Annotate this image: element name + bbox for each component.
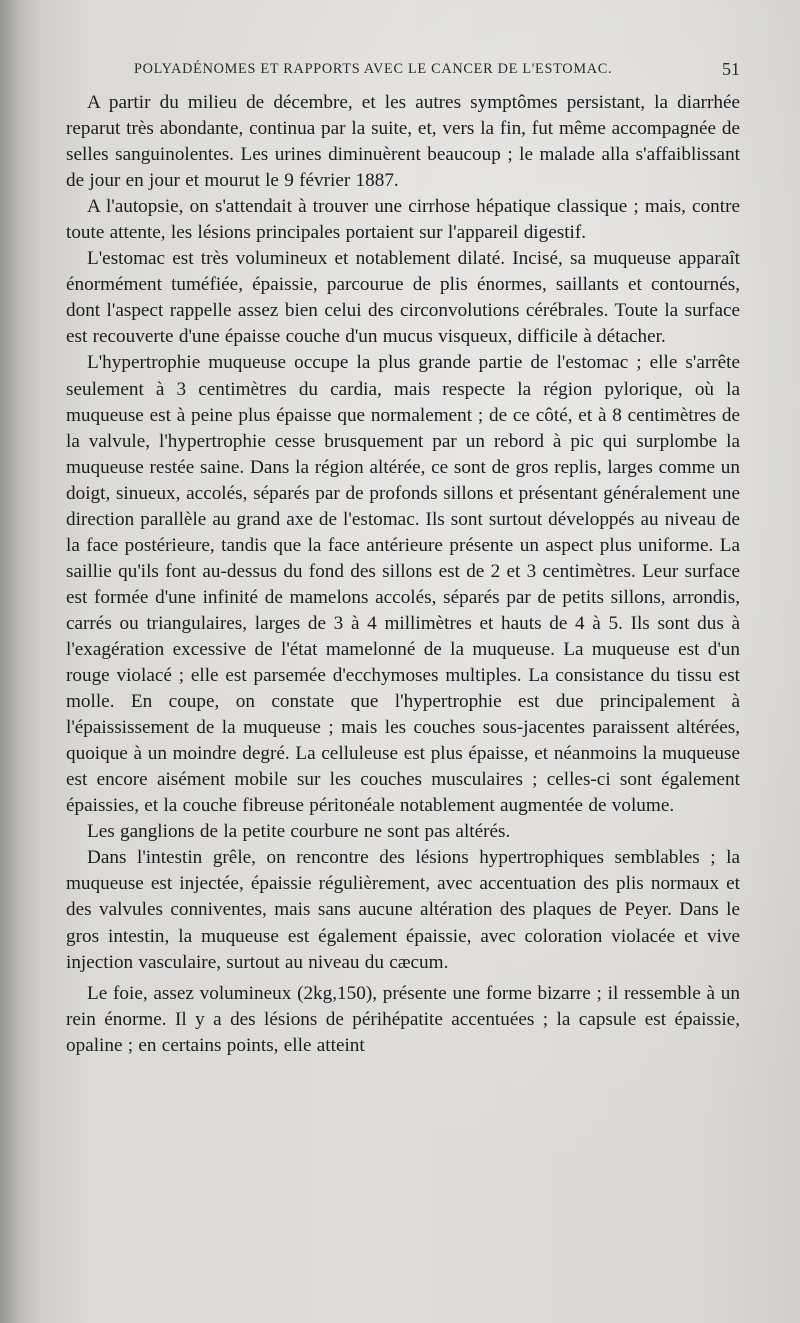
paragraph-intestine: Dans l'intestin grêle, on rencontre des lésions hypertrophiques semblables ; la muqueuse est injectée, épaissie régulièrement, avec accentuation des plis normaux et des valvules conniventes, mais sans aucune altération des plaques de Peyer. Dans le gros intestin, la muqueuse est également épaissie, avec coloration violacée et vive injection vasculaire, surtout au niveau du cæcum. [66, 847, 740, 973]
paragraph-ganglions: Les ganglions de la petite courbure ne sont pas altérés. [87, 821, 511, 843]
body-text [66, 90, 740, 1270]
paragraph-stomach: L'estomac est très volumineux et notablement dilaté. Incisé, sa muqueuse apparaît énormément tuméfiée, épaissie, parcourue de plis énormes, saillants et contournés, dont l'aspect rappelle assez bien celui des circonvolutions cérébrales. Toute la surface est recouverte d'une épaisse couche d'un mucus visqueux, difficile à détacher. [66, 248, 740, 348]
paragraph-hypertrophy: L'hypertrophie muqueuse occupe la plus grande partie de l'estomac ; elle s'arrête seulement à 3 centimètres du cardia, mais respecte la région pylorique, où la muqueuse est à peine plus épaisse que normalement ; de ce côté, et à 8 centimètres de la valvule, l'hypertrophie cesse brusquement par un rebord à pic qui surplombe la muqueuse restée saine. Dans la région altérée, ce sont de gros replis, larges comme un doigt, sinueux, accolés, séparés par de profonds sillons et présentant généralement une direction parallèle au grand axe de l'estomac. Ils sont surtout développés au niveau de la face postérieure, tandis que la face antérieure présente un aspect plus uniforme. La saillie qu'ils font au-dessus du fond des sillons est de 2 et 3 centimètres. Leur surface est formée d'une infinité de mamelons accolés, séparés par de petits sillons, arrondis, carrés ou triangulaires, larges de 3 à 4 millimètres et hauts de 4 à 5. Ils sont dus à l'exagération excessive de l'état mamelonné de la muqueuse. La muqueuse est d'un rouge violacé ; elle est parsemée d'ecchymoses multiples. La consistance du tissu est molle. En coupe, on constate que l'hypertrophie est due principalement à l'épaississement de la muqueuse ; mais les couches sous-jacentes paraissent altérées, quoique à un moindre degré. La celluleuse est plus épaisse, et néanmoins la muqueuse est encore aisément mobile sur les couches musculaires ; celles-ci sont également épaissies, et la couche fibreuse péritonéale notablement augmentée de volume. [66, 352, 740, 817]
binding-gutter-shadow [0, 0, 38, 1323]
running-head [134, 61, 740, 83]
paragraph-symptoms: A partir du milieu de décembre, et les autres symptômes persistant, la diarrhée reparut très abondante, continua par la suite, et, vers la fin, fut même accompagnée de selles sanguinolentes. Les urines diminuèrent beaucoup ; le malade alla s'affaiblissant de jour en jour et mourut le 9 février 1887. [66, 92, 740, 192]
page-number: 51 [722, 59, 740, 79]
paragraph-liver: Le foie, assez volumineux (2kg,150), présente une forme bizarre ; il ressemble à un rein énorme. Il y a des lésions de périhépatite accentuées ; la capsule est épaissie, opaline ; en certains points, elle atteint [66, 982, 740, 1056]
running-title: POLYADÉNOMES ET RAPPORTS AVEC LE CANCER DE L'ESTOMAC. [134, 61, 613, 77]
paragraph-autopsy: A l'autopsie, on s'attendait à trouver une cirrhose hépatique classique ; mais, contre toute attente, les lésions principales portaient sur l'appareil digestif. [66, 196, 740, 244]
